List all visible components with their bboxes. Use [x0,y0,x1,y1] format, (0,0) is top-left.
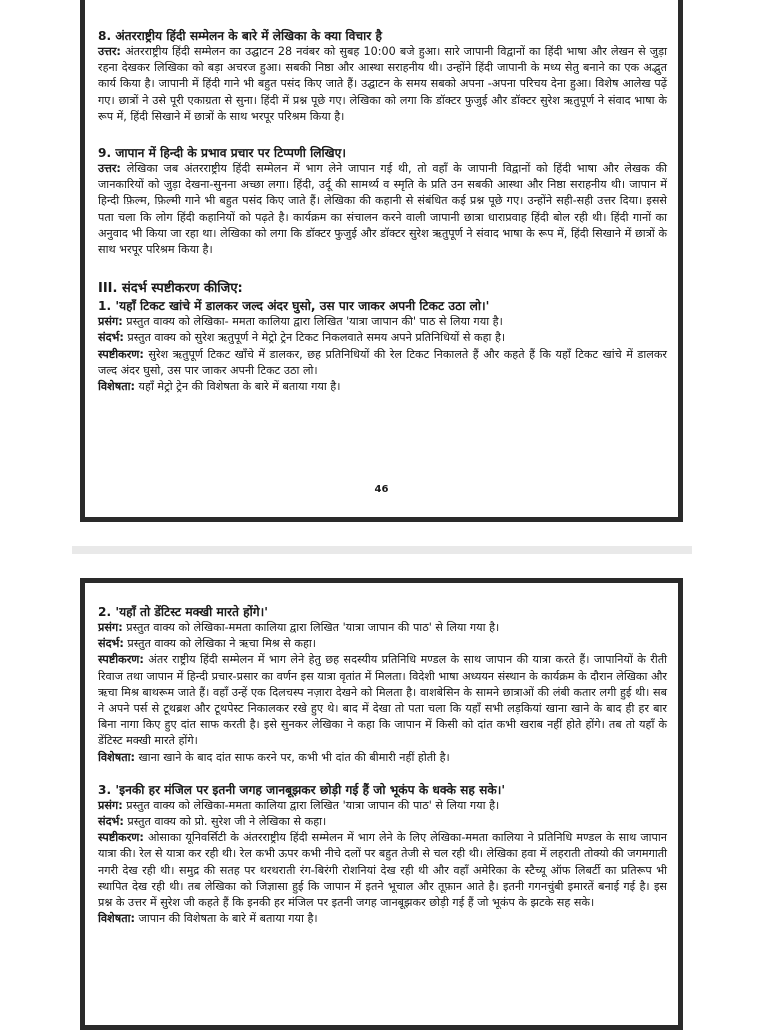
spashtikaran-text: ओसाका यूनिवर्सिटी के अंतरराष्ट्रीय हिंदी सम्मेलन में भाग लेने के लिए लेखिका-ममता कालिया ने प्रतिनिधि मण्डल के साथ जापान यात्रा की। रेल से यात्रा कर रही थी। रेल कभी ऊपर कभी नीचे दलों पर बहुत तेजी से चल रही थी। लेखिका हवा में लहराती तोक्यो की जगमगाती नगरी देख रही थी। समुद्र की सतह पर थरथराती रंग-बिरंगी रोशनियां देख रही थी और वहाँ अमेरिका के स्टैच्यू ऑफ लिबर्टी का प्रतिरूप भी स्थापित देख रही थी। तब लेखिका को जिज्ञासा हुई कि जापान में इतने भूचाल और तूफ़ान आते है। इतनी गगनचुंबी इमारतें बनाई गई है। इस प्रश्न के उत्तर में सुरेश जी कहते हैं कि इनकी हर मंजिल पर इतनी जगह जानबूझकर छोड़ी गई हैं जो भूकंप के झटके सह सके। [98,831,667,910]
sandarbh-text: प्रस्तुत वाक्य को सुरेश ऋतुपूर्ण ने मेट्रो ट्रेन टिकट निकलवाते समय अपने प्रतिनिधियों से कहा है। [127,331,506,345]
reference-2-sandarbh [98,636,667,652]
visheshta-label: विशेषता: [98,912,135,926]
reference-3-prasang [98,798,667,814]
spashtikaran-label: स्पष्टीकरण: [98,347,144,361]
reference-1-visheshta [98,379,667,395]
visheshta-text: खाना खाने के बाद दांत साफ करने पर, कभी भी दांत की बीमारी नहीं होती है। [138,750,450,764]
reference-1-prasang [98,314,667,330]
question-9-title: 9. जापान में हिन्दी के प्रभाव प्रचार पर टिप्पणी लिखिए। [98,146,347,161]
sandarbh-text: प्रस्तुत वाक्य को प्रो. सुरेश जी ने लेखिका से कहा। [127,815,327,829]
question-8-answer [98,44,667,125]
visheshta-text: यहाँ मेट्रो ट्रेन की विशेषता के बारे में बताया गया है। [138,380,341,394]
page-gap [72,546,692,554]
question-8-title: 8. अंतरराष्ट्रीय हिंदी सम्मेलन के बारे में लेखिका के क्या विचार है [98,29,383,43]
reference-2-prasang [98,620,667,636]
answer-text: लेखिका जब अंतरराष्ट्रीय हिंदी सम्मेलन में भाग लेने जापान गई थी, तो वहाँ के जापानी विद्वानों को हिंदी भाषा और लेखक की जानकारियों को जुड़ा देखना-सुनना अच्छा लगा। हिंदी, उर्दू की सामर्थ्य व स्मृति के प्रति उन सबकी आस्था और निष्ठा सराहनीय थी। जापान में हिन्दी फ़िल्म, फ़िल्मी गाने भी बहुत पसंद किए जाते हैं। लेखिका की कहानी से संबंधित कई प्रश्न पूछे गए। उन्होंने सही-सही उत्तर दिया। इससे पता चला कि लोग हिंदी कहानियों को पढ़ते है। कार्यक्रम का संचालन करने वाली जापानी छात्रा धाराप्रवाह हिंदी बोल रही थी। हिंदी गानों का अनुवाद भी किया जा रहा था। लेखिका को लगा कि डॉक्टर फुजुई और डॉक्टर सुरेश ऋतुपूर्ण ने संवाद भाषा के रूप में, हिंदी सिखाने में छात्रों के साथ भरपूर परिश्रम किया है। [98,162,667,257]
document-page-1 [80,0,683,522]
sandarbh-label: संदर्भ: [98,815,124,829]
page-number: 46 [374,484,389,495]
reference-2-visheshta [98,750,667,766]
reference-3-title: 3. 'इनकी हर मंजिल पर इतनी जगह जानबूझकर छोड़ी गई हैं जो भूकंप के धक्के सह सके।' [98,782,506,797]
answer-text: अंतरराष्ट्रीय हिंदी सम्मेलन का उद्घाटन 28 नवंबर को सुबह 10:00 बजे हुआ। सारे जापानी विद्वानों का हिंदी भाषा और लेखन से जुड़ा रहना देखकर लिखिका को बड़ा अचरज हुआ। सबकी निष्ठा और आस्था सराहनीय थी। उन्होंने हिंदी जापानी के मध्य सेतु बनाने का एक अद्भुत कार्य किया है। जापानी में हिंदी गाने भी बहुत पसंद किए जाते हैं। उद्घाटन के समय सबको अपना -अपना परिचय देना हुआ। विशेष आलेख पढ़ें गए। छात्रों ने उसे पूरी एकाग्रता से सुना। हिंदी में प्रश्न पूछे गए। लेखिका को लगा कि डॉक्टर फुजुई और डॉक्टर सुरेश ऋतुपूर्ण ने संवाद भाषा के रूप में, हिंदी सिखाने में छात्रों के साथ भरपूर परिश्रम किया है। [98,45,667,123]
reference-3-spashtikaran [98,830,667,911]
spashtikaran-text: अंतर राष्ट्रीय हिंदी सम्मेलन में भाग लेने हेतु छह सदस्यीय प्रतिनिधि मण्डल के साथ जापान की यात्रा करते हैं। जापानियों के रीती रिवाज तथा जापान में हिन्दी प्रचार-प्रसार का वर्णन इस यात्रा वृतांत में मिलता। विदेशी भाषा अध्ययन संस्थान के कार्यक्रम के दौरान लेखिका और ऋचा मिश्र बाथरूम जाते हैं। वहाँ उन्हें एक दिलचस्प नज़ारा देखने को मिलता है। वाशबेसिन के सामने छात्राओं की लंबी कतार लगी हुई थी। सब ने अपने पर्स से टूथब्रश और टूथपेस्ट निकालकर रखे हुए थे। बाद में देखा तो पता चला कि यहाँ सभी लड़कियां खाना खाने के बाद ही हर बार बिना नागा किए हुए दांत साफ करती है। इसे सुनकर लेखिका ने कहा कि जापान में किसी को दांत कभी खराब नहीं होते होंगे। तब तो यहाँ के डेंटिस्ट मक्खी मारते होंगे। [98,653,667,748]
sandarbh-label: संदर्भ: [98,331,124,345]
prasang-label: प्रसंग: [98,798,123,812]
answer-label: उत्तर: [98,162,121,176]
sandarbh-text: प्रस्तुत वाक्य को लेखिका ने ऋचा मिश्र से कहा। [127,637,317,651]
spashtikaran-label: स्पष्टीकरण: [98,653,144,667]
visheshta-label: विशेषता: [98,380,135,394]
reference-2-spashtikaran [98,652,667,749]
reference-1-title: 1. 'यहाँ टिकट खांचे में डालकर जल्द अंदर घुसो, उस पार जाकर अपनी टिकट उठा लो।' [98,299,490,314]
sandarbh-label: संदर्भ: [98,637,124,651]
prasang-text: प्रस्तुत वाक्य को लेखिका-ममता कालिया द्वारा लिखित 'यात्रा जापान की पाठ' से लिया गया है। [126,798,500,812]
spashtikaran-text: सुरेश ऋतुपूर्ण टिकट खाँचे में डालकर, छह प्रतिनिधियों की रेल टिकट निकालते हैं और कहते हैं कि यहाँ टिकट खांचे में डालकर जल्द अंदर घुसो, उस पार जाकर अपनी टिकट उठा लो। [98,347,668,377]
visheshta-text: जापान की विशेषता के बारे में बताया गया है। [138,912,318,926]
prasang-text: प्रस्तुत वाक्य को लेखिका-ममता कालिया द्वारा लिखित 'यात्रा जापान की पाठ' से लिया गया है। [126,621,500,634]
section-3-title: III. संदर्भ स्पष्टीकरण कीजिए: [98,281,243,297]
spashtikaran-label: स्पष्टीकरण: [98,831,144,845]
prasang-label: प्रसंग: [98,315,123,329]
visheshta-label: विशेषता: [98,750,135,764]
question-9-answer [98,161,667,258]
answer-label: उत्तर: [98,45,121,58]
reference-3-sandarbh [98,814,667,830]
reference-2-title: 2. 'यहाँ तो डेंटिस्ट मक्खी मारते होंगे।' [98,605,269,619]
reference-3-visheshta [98,911,667,927]
document-page-2 [80,578,683,1030]
reference-1-spashtikaran [98,347,667,379]
prasang-text: प्रस्तुत वाक्य को लेखिका- ममता कालिया द्वारा लिखित 'यात्रा जापान की' पाठ से लिया गया है। [126,315,503,329]
reference-1-sandarbh [98,330,667,346]
prasang-label: प्रसंग: [98,621,123,634]
